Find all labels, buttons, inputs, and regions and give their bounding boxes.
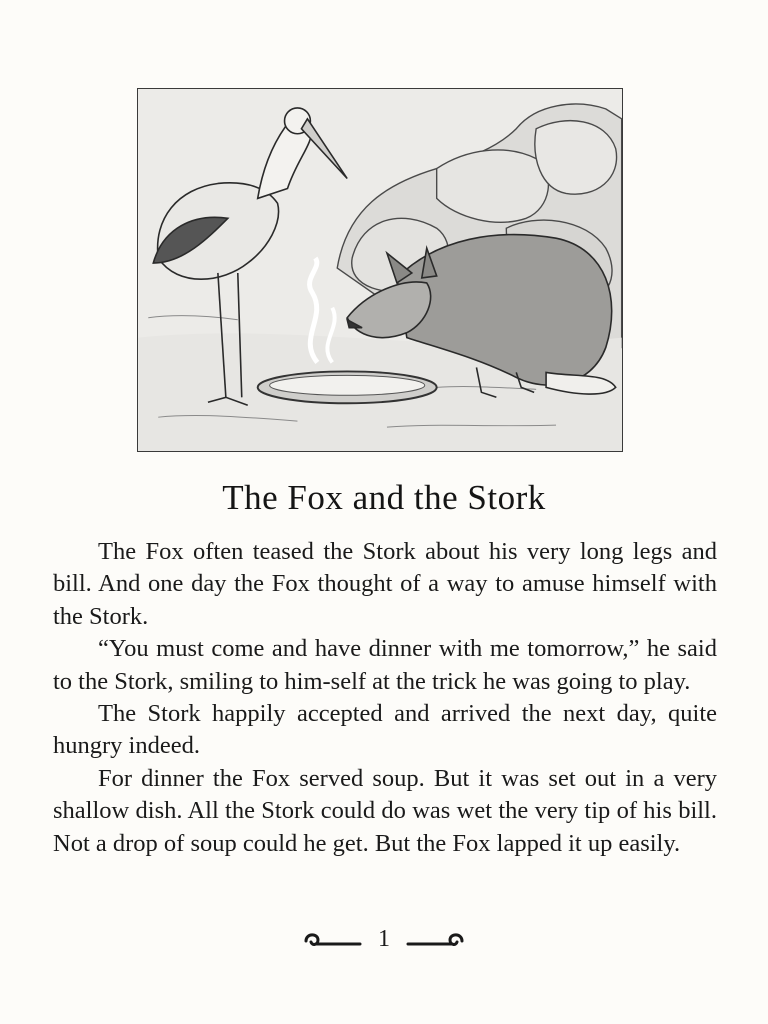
story-title: The Fox and the Stork	[222, 478, 546, 517]
story-paragraph: “You must come and have dinner with me tomorrow,” he said to the Stork, smiling to him-self at the trick he was going to play.	[53, 635, 717, 695]
story-body	[53, 536, 717, 860]
story-illustration	[137, 88, 623, 452]
page-folio	[0, 926, 768, 953]
story-paragraph: For dinner the Fox served soup. But it was set out in a very shallow dish. All the Stork could do was wet the very tip of his bill. Not a drop of soup could he get. But the Fox lapped it up easily.	[53, 764, 717, 857]
story-paragraph: The Stork happily accepted and arrived the next day, quite hungry indeed.	[53, 700, 717, 760]
page-number: 1	[378, 926, 390, 952]
right-flourish-ornament	[406, 929, 464, 951]
left-flourish-ornament	[304, 929, 362, 951]
illustration-drawing	[138, 89, 622, 451]
soup	[270, 375, 425, 395]
story-paragraph: The Fox often teased the Stork about his very long legs and bill. And one day the Fox thought of a way to amuse himself with the Stork.	[53, 538, 717, 630]
